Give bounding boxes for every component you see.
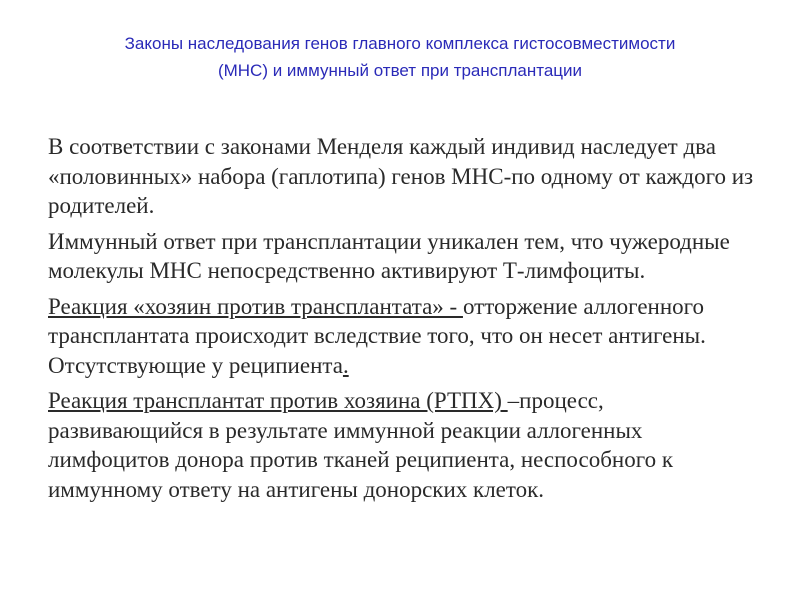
- paragraph-text: –процесс, развивающийся в результате иммунной реакции аллогенных лимфоцитов донора против тканей реципиента, неспособного к иммунному ответу на антигены донорских клеток.: [48, 388, 674, 502]
- paragraph-text: Иммунный ответ при трансплантации уникален тем, что чужеродные молекулы МНС непосредственно активируют Т-лимфоциты.: [48, 228, 730, 283]
- paragraph-host-vs-graft: [48, 292, 763, 381]
- title-line-1: Законы наследования генов главного комплекса гистосовместимости: [124, 34, 676, 53]
- paragraph-text: отторжение аллогенного трансплантата происходит вследствие того, что он несет антигены. Отсутствующие у реципиента: [48, 293, 706, 378]
- paragraph-text: В соответствии с законами Менделя каждый индивид наследует два «половинных» набора (гаплотипа) генов МНС-по одному от каждого из родителей.: [48, 134, 754, 218]
- slide-body: [48, 132, 763, 510]
- paragraph-immune-response: [48, 227, 763, 286]
- term-graft-vs-host: Реакция трансплантат против хозяина (РТПХ): [48, 388, 508, 413]
- title-line-2: (МНС) и иммунный ответ при трансплантации: [217, 61, 583, 80]
- term-host-vs-graft: Реакция «хозяин против трансплантата» -: [48, 293, 463, 319]
- slide-title: [60, 30, 740, 84]
- paragraph-graft-vs-host: [48, 386, 763, 504]
- paragraph-end-mark: .: [342, 352, 349, 378]
- paragraph-mendel: [48, 132, 763, 221]
